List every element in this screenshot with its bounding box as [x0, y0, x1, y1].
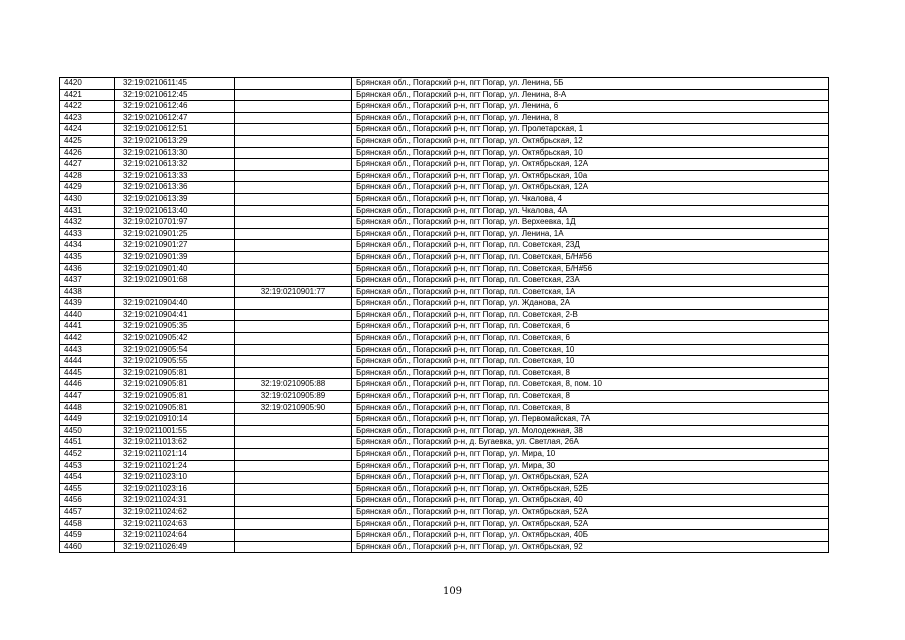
sub-cadastral-number-cell	[235, 518, 352, 530]
row-number-cell: 4442	[60, 333, 115, 345]
sub-cadastral-number-cell	[235, 530, 352, 542]
row-number-cell: 4437	[60, 275, 115, 287]
address-cell: Брянская обл., Погарский р-н, пгт Погар, ул. Октябрьская, 40	[352, 495, 829, 507]
table-row	[60, 483, 829, 495]
address-cell: Брянская обл., Погарский р-н, пгт Погар, ул. Октябрьская, 12А	[352, 159, 829, 171]
row-number-cell: 4432	[60, 217, 115, 229]
row-number-cell: 4427	[60, 159, 115, 171]
address-cell: Брянская обл., Погарский р-н, пгт Погар, пл. Советская, 8	[352, 367, 829, 379]
table-row	[60, 379, 829, 391]
cadastral-number-cell: 32:19:0210612:51	[115, 124, 235, 136]
sub-cadastral-number-cell	[235, 483, 352, 495]
address-cell: Брянская обл., Погарский р-н, пгт Погар, пл. Советская, 6	[352, 333, 829, 345]
cadastral-number-cell: 32:19:0210905:35	[115, 321, 235, 333]
table-row	[60, 193, 829, 205]
cadastral-number-cell: 32:19:0210613:40	[115, 205, 235, 217]
sub-cadastral-number-cell	[235, 193, 352, 205]
address-cell: Брянская обл., Погарский р-н, пгт Погар, пл. Советская, 8, пом. 10	[352, 379, 829, 391]
row-number-cell: 4453	[60, 460, 115, 472]
cadastral-number-cell: 32:19:0210905:55	[115, 356, 235, 368]
sub-cadastral-number-cell	[235, 135, 352, 147]
sub-cadastral-number-cell	[235, 217, 352, 229]
table-row	[60, 530, 829, 542]
cadastral-number-cell: 32:19:0211001:55	[115, 425, 235, 437]
table-row	[60, 506, 829, 518]
cadastral-number-cell: 32:19:0210613:36	[115, 182, 235, 194]
sub-cadastral-number-cell	[235, 506, 352, 518]
cadastral-number-cell: 32:19:0211024:63	[115, 518, 235, 530]
row-number-cell: 4448	[60, 402, 115, 414]
table-row	[60, 402, 829, 414]
cadastral-number-cell: 32:19:0210901:27	[115, 240, 235, 252]
table-row	[60, 275, 829, 287]
sub-cadastral-number-cell	[235, 460, 352, 472]
sub-cadastral-number-cell	[235, 147, 352, 159]
address-cell: Брянская обл., Погарский р-н, пгт Погар, ул. Ленина, 1А	[352, 228, 829, 240]
sub-cadastral-number-cell	[235, 437, 352, 449]
cadastral-number-cell: 32:19:0210905:81	[115, 391, 235, 403]
table-row	[60, 251, 829, 263]
row-number-cell: 4425	[60, 135, 115, 147]
row-number-cell: 4449	[60, 414, 115, 426]
address-cell: Брянская обл., Погарский р-н, пгт Погар, ул. Октябрьская, 52Б	[352, 483, 829, 495]
row-number-cell: 4459	[60, 530, 115, 542]
address-cell: Брянская обл., Погарский р-н, пгт Погар, ул. Первомайская, 7А	[352, 414, 829, 426]
sub-cadastral-number-cell	[235, 251, 352, 263]
cadastral-number-cell: 32:19:0211023:10	[115, 472, 235, 484]
row-number-cell: 4444	[60, 356, 115, 368]
table-row	[60, 449, 829, 461]
address-cell: Брянская обл., Погарский р-н, пгт Погар, ул. Верхеевка, 1Д	[352, 217, 829, 229]
table-row	[60, 112, 829, 124]
row-number-cell: 4433	[60, 228, 115, 240]
cadastral-number-cell: 32:19:0210904:41	[115, 309, 235, 321]
sub-cadastral-number-cell: 32:19:0210905:90	[235, 402, 352, 414]
address-cell: Брянская обл., Погарский р-н, пгт Погар, ул. Октябрьская, 52А	[352, 506, 829, 518]
row-number-cell: 4428	[60, 170, 115, 182]
address-cell: Брянская обл., Погарский р-н, пгт Погар, пл. Советская, Б/Н#56	[352, 251, 829, 263]
sub-cadastral-number-cell	[235, 472, 352, 484]
sub-cadastral-number-cell	[235, 89, 352, 101]
row-number-cell: 4422	[60, 101, 115, 113]
row-number-cell: 4450	[60, 425, 115, 437]
row-number-cell: 4429	[60, 182, 115, 194]
cadastral-number-cell: 32:19:0210910:14	[115, 414, 235, 426]
sub-cadastral-number-cell	[235, 78, 352, 90]
address-cell: Брянская обл., Погарский р-н, пгт Погар, ул. Ленина, 8-А	[352, 89, 829, 101]
address-cell: Брянская обл., Погарский р-н, пгт Погар, ул. Мира, 30	[352, 460, 829, 472]
cadastral-number-cell: 32:19:0210905:81	[115, 402, 235, 414]
table-row	[60, 298, 829, 310]
address-cell: Брянская обл., Погарский р-н, пгт Погар, ул. Чкалова, 4	[352, 193, 829, 205]
row-number-cell: 4420	[60, 78, 115, 90]
table-row	[60, 217, 829, 229]
address-cell: Брянская обл., Погарский р-н, пгт Погар, ул. Ленина, 5Б	[352, 78, 829, 90]
cadastral-number-cell: 32:19:0211021:24	[115, 460, 235, 472]
cadastral-number-cell: 32:19:0210904:40	[115, 298, 235, 310]
table-row	[60, 263, 829, 275]
address-cell: Брянская обл., Погарский р-н, пгт Погар, ул. Жданова, 2А	[352, 298, 829, 310]
row-number-cell: 4441	[60, 321, 115, 333]
row-number-cell: 4434	[60, 240, 115, 252]
sub-cadastral-number-cell	[235, 541, 352, 553]
row-number-cell: 4452	[60, 449, 115, 461]
sub-cadastral-number-cell	[235, 101, 352, 113]
address-cell: Брянская обл., Погарский р-н, пгт Погар, пл. Советская, 2-В	[352, 309, 829, 321]
row-number-cell: 4421	[60, 89, 115, 101]
table-row	[60, 159, 829, 171]
address-cell: Брянская обл., Погарский р-н, пгт Погар, пл. Советская, 8	[352, 391, 829, 403]
cadastral-number-cell: 32:19:0210613:33	[115, 170, 235, 182]
cadastral-number-cell: 32:19:0211024:64	[115, 530, 235, 542]
address-cell: Брянская обл., Погарский р-н, пгт Погар, пл. Советская, 23Д	[352, 240, 829, 252]
sub-cadastral-number-cell	[235, 414, 352, 426]
table-row	[60, 147, 829, 159]
row-number-cell: 4439	[60, 298, 115, 310]
cadastral-number-cell: 32:19:0210905:54	[115, 344, 235, 356]
row-number-cell: 4443	[60, 344, 115, 356]
cadastral-number-cell: 32:19:0211023:16	[115, 483, 235, 495]
address-cell: Брянская обл., Погарский р-н, пгт Погар, ул. Октябрьская, 12А	[352, 182, 829, 194]
cadastral-number-cell: 32:19:0210701:97	[115, 217, 235, 229]
sub-cadastral-number-cell	[235, 170, 352, 182]
row-number-cell: 4435	[60, 251, 115, 263]
address-cell: Брянская обл., Погарский р-н, пгт Погар, ул. Октябрьская, 40Б	[352, 530, 829, 542]
address-cell: Брянская обл., Погарский р-н, пгт Погар, ул. Октябрьская, 52А	[352, 518, 829, 530]
cadastral-number-cell: 32:19:0210901:40	[115, 263, 235, 275]
cadastral-number-cell: 32:19:0210613:30	[115, 147, 235, 159]
table-row	[60, 414, 829, 426]
row-number-cell: 4436	[60, 263, 115, 275]
cadastral-number-cell: 32:19:0211013:62	[115, 437, 235, 449]
cadastral-number-cell: 32:19:0211024:62	[115, 506, 235, 518]
address-cell: Брянская обл., Погарский р-н, пгт Погар, пл. Советская, 10	[352, 356, 829, 368]
table-row	[60, 344, 829, 356]
table-row	[60, 101, 829, 113]
address-cell: Брянская обл., Погарский р-н, пгт Погар, пл. Советская, 6	[352, 321, 829, 333]
row-number-cell: 4430	[60, 193, 115, 205]
table-row	[60, 228, 829, 240]
table-row	[60, 425, 829, 437]
table-row	[60, 356, 829, 368]
table-row	[60, 541, 829, 553]
row-number-cell: 4458	[60, 518, 115, 530]
table-row	[60, 135, 829, 147]
address-cell: Брянская обл., Погарский р-н, пгт Погар, ул. Пролетарская, 1	[352, 124, 829, 136]
sub-cadastral-number-cell	[235, 309, 352, 321]
row-number-cell: 4460	[60, 541, 115, 553]
table-row	[60, 367, 829, 379]
cadastral-number-cell: 32:19:0211021:14	[115, 449, 235, 461]
sub-cadastral-number-cell	[235, 495, 352, 507]
row-number-cell: 4446	[60, 379, 115, 391]
cadastral-number-cell: 32:19:0210905:81	[115, 379, 235, 391]
sub-cadastral-number-cell	[235, 275, 352, 287]
table-row	[60, 495, 829, 507]
cadastral-number-cell: 32:19:0210612:47	[115, 112, 235, 124]
sub-cadastral-number-cell	[235, 367, 352, 379]
address-cell: Брянская обл., Погарский р-н, пгт Погар, ул. Ленина, 6	[352, 101, 829, 113]
table-row	[60, 89, 829, 101]
row-number-cell: 4423	[60, 112, 115, 124]
address-cell: Брянская обл., Погарский р-н, пгт Погар, пл. Советская, 10	[352, 344, 829, 356]
table-row	[60, 437, 829, 449]
sub-cadastral-number-cell	[235, 344, 352, 356]
address-cell: Брянская обл., Погарский р-н, пгт Погар, пл. Советская, 1А	[352, 286, 829, 298]
table-row	[60, 205, 829, 217]
table-row	[60, 182, 829, 194]
registry-table	[59, 77, 829, 553]
sub-cadastral-number-cell: 32:19:0210905:88	[235, 379, 352, 391]
cadastral-number-cell: 32:19:0210613:32	[115, 159, 235, 171]
table-row	[60, 472, 829, 484]
sub-cadastral-number-cell	[235, 356, 352, 368]
row-number-cell: 4451	[60, 437, 115, 449]
registry-table-body	[60, 78, 829, 553]
address-cell: Брянская обл., Погарский р-н, пгт Погар, пл. Советская, 23А	[352, 275, 829, 287]
address-cell: Брянская обл., Погарский р-н, пгт Погар, ул. Октябрьская, 10	[352, 147, 829, 159]
row-number-cell: 4445	[60, 367, 115, 379]
table-row	[60, 460, 829, 472]
cadastral-number-cell: 32:19:0210612:45	[115, 89, 235, 101]
cadastral-number-cell: 32:19:0210905:42	[115, 333, 235, 345]
row-number-cell: 4447	[60, 391, 115, 403]
table-row	[60, 321, 829, 333]
sub-cadastral-number-cell: 32:19:0210901:77	[235, 286, 352, 298]
table-row	[60, 309, 829, 321]
address-cell: Брянская обл., Погарский р-н, пгт Погар, ул. Мира, 10	[352, 449, 829, 461]
address-cell: Брянская обл., Погарский р-н, пгт Погар, ул. Октябрьская, 52А	[352, 472, 829, 484]
table-row	[60, 170, 829, 182]
cadastral-number-cell: 32:19:0211026:49	[115, 541, 235, 553]
address-cell: Брянская обл., Погарский р-н, пгт Погар, ул. Ленина, 8	[352, 112, 829, 124]
address-cell: Брянская обл., Погарский р-н, д. Бугаевка, ул. Светлая, 26А	[352, 437, 829, 449]
cadastral-number-cell: 32:19:0210611:45	[115, 78, 235, 90]
sub-cadastral-number-cell	[235, 449, 352, 461]
cadastral-number-cell: 32:19:0210901:25	[115, 228, 235, 240]
cadastral-number-cell: 32:19:0210613:39	[115, 193, 235, 205]
row-number-cell: 4455	[60, 483, 115, 495]
sub-cadastral-number-cell	[235, 298, 352, 310]
page-number: 109	[442, 586, 463, 597]
address-cell: Брянская обл., Погарский р-н, пгт Погар, ул. Октябрьская, 12	[352, 135, 829, 147]
cadastral-number-cell: 32:19:0210901:39	[115, 251, 235, 263]
sub-cadastral-number-cell	[235, 228, 352, 240]
table-row	[60, 124, 829, 136]
table-row	[60, 240, 829, 252]
table-row	[60, 518, 829, 530]
address-cell: Брянская обл., Погарский р-н, пгт Погар, ул. Октябрьская, 92	[352, 541, 829, 553]
cadastral-number-cell	[115, 286, 235, 298]
row-number-cell: 4454	[60, 472, 115, 484]
row-number-cell: 4426	[60, 147, 115, 159]
row-number-cell: 4456	[60, 495, 115, 507]
cadastral-number-cell: 32:19:0210612:46	[115, 101, 235, 113]
cadastral-number-cell: 32:19:0210901:68	[115, 275, 235, 287]
sub-cadastral-number-cell	[235, 321, 352, 333]
sub-cadastral-number-cell	[235, 425, 352, 437]
address-cell: Брянская обл., Погарский р-н, пгт Погар, ул. Молодежная, 38	[352, 425, 829, 437]
address-cell: Брянская обл., Погарский р-н, пгт Погар, ул. Чкалова, 4А	[352, 205, 829, 217]
cadastral-number-cell: 32:19:0210905:81	[115, 367, 235, 379]
row-number-cell: 4440	[60, 309, 115, 321]
cadastral-number-cell: 32:19:0210613:29	[115, 135, 235, 147]
table-row	[60, 286, 829, 298]
sub-cadastral-number-cell	[235, 240, 352, 252]
sub-cadastral-number-cell	[235, 112, 352, 124]
address-cell: Брянская обл., Погарский р-н, пгт Погар, ул. Октябрьская, 10а	[352, 170, 829, 182]
sub-cadastral-number-cell	[235, 205, 352, 217]
sub-cadastral-number-cell	[235, 182, 352, 194]
row-number-cell: 4457	[60, 506, 115, 518]
row-number-cell: 4438	[60, 286, 115, 298]
table-row	[60, 391, 829, 403]
row-number-cell: 4424	[60, 124, 115, 136]
sub-cadastral-number-cell	[235, 263, 352, 275]
address-cell: Брянская обл., Погарский р-н, пгт Погар, пл. Советская, Б/Н#56	[352, 263, 829, 275]
row-number-cell: 4431	[60, 205, 115, 217]
sub-cadastral-number-cell	[235, 159, 352, 171]
sub-cadastral-number-cell	[235, 333, 352, 345]
sub-cadastral-number-cell: 32:19:0210905:89	[235, 391, 352, 403]
table-row	[60, 78, 829, 90]
table-row	[60, 333, 829, 345]
address-cell: Брянская обл., Погарский р-н, пгт Погар, пл. Советская, 8	[352, 402, 829, 414]
sub-cadastral-number-cell	[235, 124, 352, 136]
cadastral-number-cell: 32:19:0211024:31	[115, 495, 235, 507]
